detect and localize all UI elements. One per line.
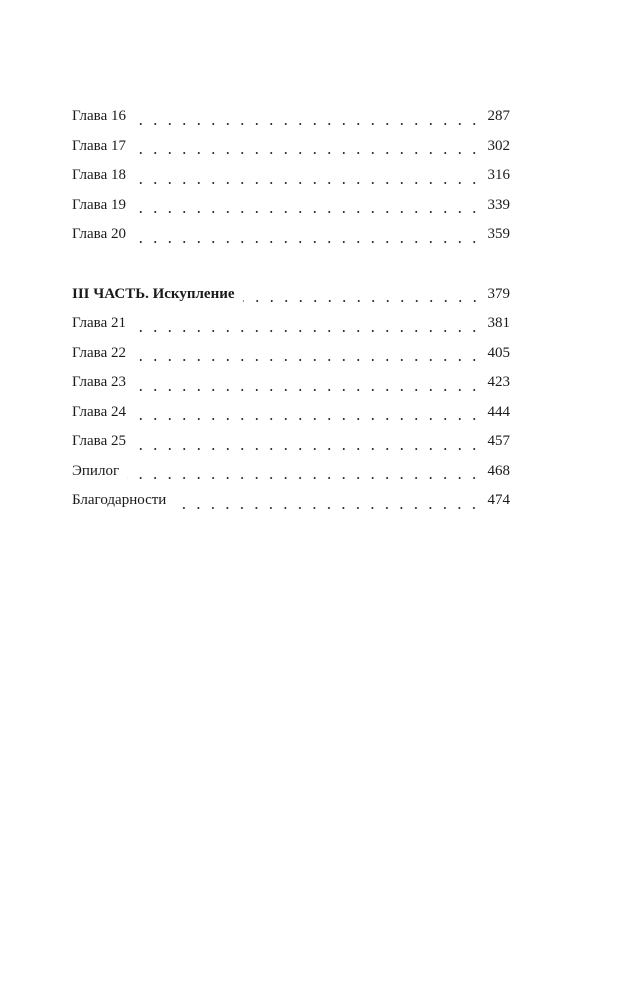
toc-entry-title: Глава 20 xyxy=(72,226,126,242)
toc-entry-page-number: 287 xyxy=(487,108,510,124)
dot-leader xyxy=(134,241,482,243)
section-spacer xyxy=(72,252,510,282)
toc-entry-chapter-24 xyxy=(72,400,510,430)
dot-leader xyxy=(127,477,481,479)
toc-entry-page-number: 468 xyxy=(487,462,510,479)
toc-entry-chapter-19 xyxy=(72,193,510,223)
dot-leader xyxy=(243,300,482,302)
toc-entry-chapter-17 xyxy=(72,134,510,164)
toc-entry-page-number: 381 xyxy=(487,315,510,331)
toc-entry-title: Глава 21 xyxy=(72,315,126,331)
toc-entry-page-number: 444 xyxy=(487,403,510,420)
dot-leader xyxy=(134,448,482,450)
toc-entry-page-number: 423 xyxy=(487,374,510,390)
toc-entry-chapter-16 xyxy=(72,104,510,134)
toc-entry-title: Глава 25 xyxy=(72,433,126,449)
toc-entry-title: Благодарности xyxy=(72,492,167,508)
toc-entry-page-number: 474 xyxy=(487,492,510,508)
toc-entry-title: Глава 24 xyxy=(72,403,126,420)
dot-leader xyxy=(134,389,482,391)
toc-entry-title: Глава 16 xyxy=(72,108,126,124)
toc-entry-page-number: 359 xyxy=(487,226,510,242)
toc-entry-chapter-18 xyxy=(72,163,510,193)
toc-entry-page-number: 339 xyxy=(487,196,510,213)
dot-leader xyxy=(134,182,482,184)
toc-entry-title: Глава 23 xyxy=(72,374,126,390)
toc-entry-page-number: 316 xyxy=(487,167,510,183)
dot-leader xyxy=(134,123,482,125)
toc-entry-acknowledgements xyxy=(72,488,510,518)
toc-entry-page-number: 457 xyxy=(487,433,510,449)
toc-entry-chapter-25 xyxy=(72,429,510,459)
dot-leader xyxy=(134,330,482,332)
toc-entry-title: Глава 17 xyxy=(72,137,126,154)
dot-leader xyxy=(134,359,482,361)
toc-part-title: III ЧАСТЬ. Искупление xyxy=(72,285,235,302)
toc-entry-page-number: 302 xyxy=(487,137,510,154)
toc-entry-title: Глава 18 xyxy=(72,167,126,183)
dot-leader xyxy=(134,418,482,420)
toc-entry-page-number: 405 xyxy=(487,344,510,361)
toc-entry-chapter-22 xyxy=(72,341,510,371)
toc-entry-part-3 xyxy=(72,282,510,312)
toc-entry-chapter-20 xyxy=(72,222,510,252)
toc-entry-page-number: 379 xyxy=(487,285,510,302)
toc-entry-epilogue xyxy=(72,459,510,489)
toc-entry-title: Глава 22 xyxy=(72,344,126,361)
dot-leader xyxy=(134,152,482,154)
table-of-contents xyxy=(72,104,510,518)
toc-entry-title: Глава 19 xyxy=(72,196,126,213)
toc-entry-title: Эпилог xyxy=(72,462,120,479)
toc-entry-chapter-23 xyxy=(72,370,510,400)
dot-leader xyxy=(174,507,481,509)
toc-entry-chapter-21 xyxy=(72,311,510,341)
dot-leader xyxy=(134,211,482,213)
